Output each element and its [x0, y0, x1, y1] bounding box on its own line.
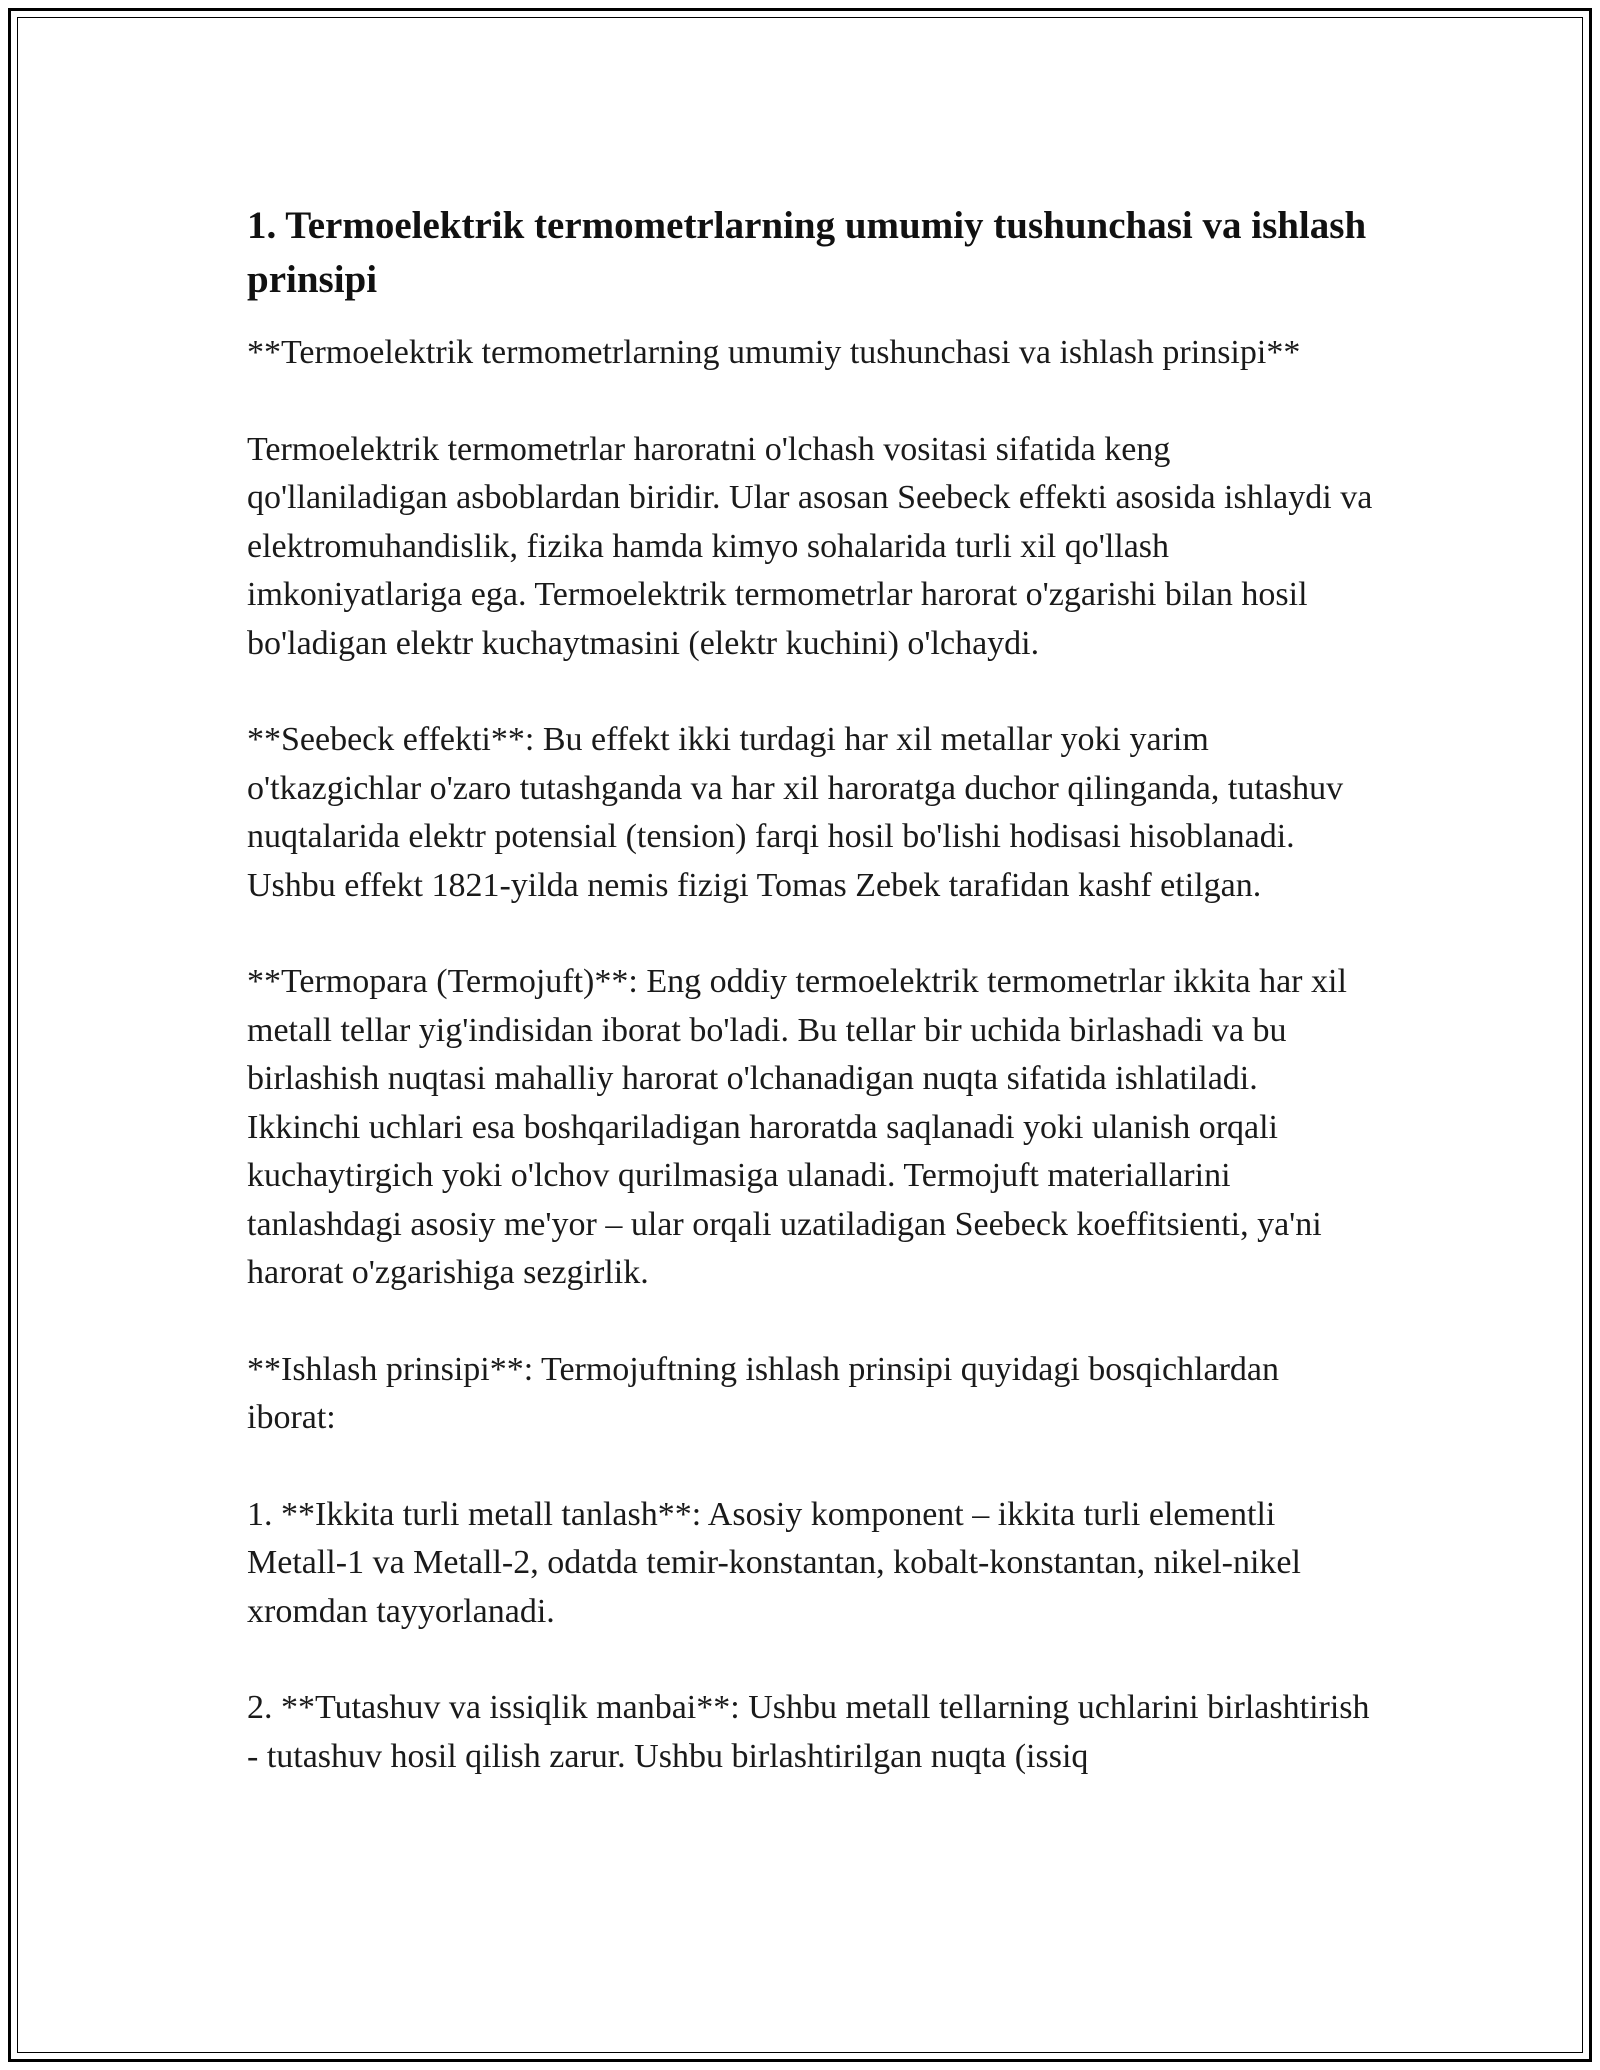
- section-heading: 1. Termoelektrik termometrlarning umumiy tushunchasi va ishlash prinsipi: [247, 204, 1367, 301]
- paragraph-intro: Termoelektrik termometrlar haroratni o'lchash vositasi sifatida keng qo'llaniladigan asboblardan biridir. Ular asosan Seebeck effekti asosida ishlaydi va elektromuhandislik, fizika hamda kimyo sohalarida turli xil qo'llash imkoniyatlariga ega. Termoelektrik termometrlar harorat o'zgarishi bilan hosil bo'ladigan elektr kuchaytmasini (elektr kuchini) o'lchaydi.: [247, 430, 1373, 662]
- document-page: [8, 8, 1592, 2062]
- paragraph-termopara: **Termopara (Termojuft)**: Eng oddiy termoelektrik termometrlar ikkita har xil metall tellar yig'indisidan iborat bo'ladi. Bu tellar bir uchida birlashadi va bu birlashish nuqtasi mahalliy harorat o'lchanadigan nuqta sifatida ishlatiladi. Ikkinchi uchlari esa boshqariladigan haroratda saqlanadi yoki ulanish orqali kuchaytirgich yoki o'lchov qurilmasiga ulanadi. Termojuft materiallarini tanlashdagi asosiy me'yor – ular orqali uzatiladigan Seebeck koeffitsienti, ya'ni harorat o'zgarishiga sezgirlik.: [247, 963, 1347, 1291]
- document-content: [247, 199, 1373, 1829]
- paragraph-step-2: 2. **Tutashuv va issiqlik manbai**: Ushbu metall tellarning uchlarini birlashtirish - tutashuv hosil qilish zarur. Ushbu birlashtirilgan nuqta (issiq: [247, 1689, 1370, 1775]
- paragraph-step-1: 1. **Ikkita turli metall tanlash**: Asosiy komponent – ikkita turli elementli Metall-1 va Metall-2, odatda temir-konstantan, kobalt-konstantan, nikel-nikel xromdan tayyorlanadi.: [247, 1495, 1301, 1630]
- paragraph-subtitle: **Termoelektrik termometrlarning umumiy tushunchasi va ishlash prinsipi**: [247, 334, 1301, 371]
- paragraph-seebeck: **Seebeck effekti**: Bu effekt ikki turdagi har xil metallar yoki yarim o'tkazgichlar o'zaro tutashganda va har xil haroratga duchor qilinganda, tutashuv nuqtalarida elektr potensial (tension) farqi hosil bo'lishi hodisasi hisoblanadi. Ushbu effekt 1821-yilda nemis fizigi Tomas Zebek tarafidan kashf etilgan.: [247, 721, 1344, 904]
- paragraph-ishlash: **Ishlash prinsipi**: Termojuftning ishlash prinsipi quyidagi bosqichlardan iborat:: [247, 1350, 1280, 1436]
